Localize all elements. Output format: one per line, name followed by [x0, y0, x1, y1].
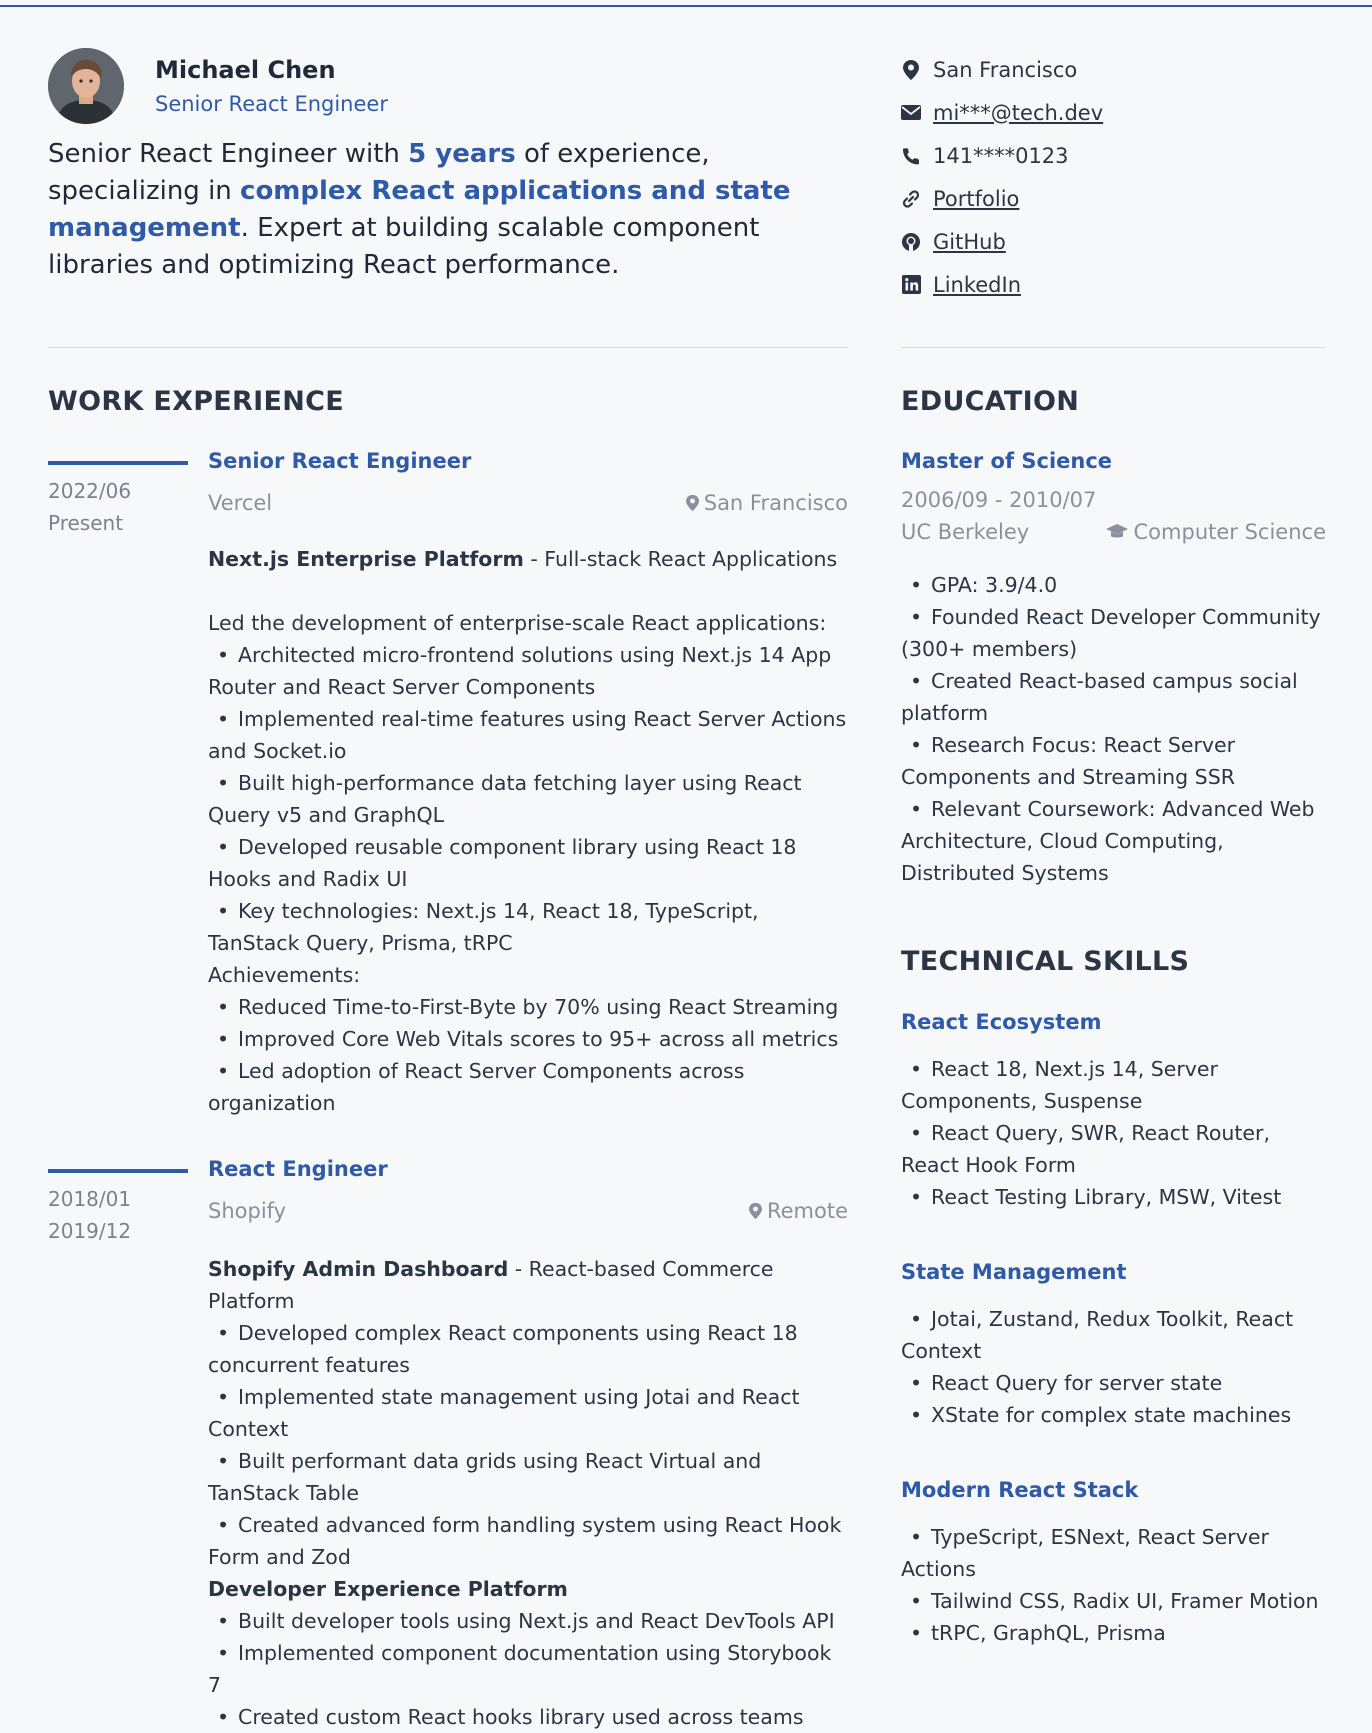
list-item: • Created custom React hooks library used across teams [208, 1701, 848, 1733]
candidate-name: Michael Chen [155, 56, 336, 84]
divider [901, 347, 1326, 348]
degree-title: Master of Science [901, 449, 1113, 473]
link-icon [901, 189, 921, 209]
list-item: • XState for complex state machines [901, 1399, 1326, 1431]
list-item: • Architected micro-frontend solutions using Next.js 14 App Router and React Server Components [208, 639, 848, 703]
list-item: • Built performant data grids using React Virtual and TanStack Table [208, 1445, 848, 1509]
list-item: • Implemented component documentation using Storybook 7 [208, 1637, 848, 1701]
list-item: • Relevant Coursework: Advanced Web Architecture, Cloud Computing, Distributed Systems [901, 793, 1326, 889]
list-item: • React Query, SWR, React Router, React Hook Form [901, 1117, 1326, 1181]
list-item: • GPA: 3.9/4.0 [901, 569, 1326, 601]
map-pin-icon [686, 494, 699, 512]
contact-info [901, 48, 1321, 306]
list-item: • Led adoption of React Server Components across organization [208, 1055, 848, 1119]
contact-github[interactable] [901, 220, 1321, 263]
section-title-technical-skills: TECHNICAL SKILLS [901, 946, 1190, 977]
skill-group-react-ecosystem [901, 1010, 1326, 1213]
graduation-cap-icon [1106, 524, 1128, 540]
job-location [686, 491, 848, 515]
job-company: Shopify [208, 1199, 287, 1223]
job-title: React Engineer [208, 1157, 388, 1181]
list-item: • Tailwind CSS, Radix UI, Framer Motion [901, 1585, 1326, 1617]
divider [48, 347, 848, 348]
list-item: • Implemented real-time features using React Server Actions and Socket.io [208, 703, 848, 767]
project-name: Shopify Admin Dashboard [208, 1257, 509, 1281]
job-start-date: 2022/06 [48, 479, 132, 503]
summary-text: of experience, specializing in [48, 139, 710, 206]
major-text: Computer Science [1133, 520, 1326, 544]
contact-linkedin[interactable] [901, 263, 1321, 306]
github-icon [901, 232, 921, 252]
list-item: • Built developer tools using Next.js and React DevTools API [208, 1605, 848, 1637]
email-link[interactable]: mi***@tech.dev [933, 100, 1104, 125]
job-title: Senior React Engineer [208, 449, 472, 473]
list-item: • Jotai, Zustand, Redux Toolkit, React Context [901, 1303, 1326, 1367]
project-line [208, 543, 848, 575]
phone-icon [901, 146, 921, 166]
education-major [1106, 516, 1326, 548]
achievements-label: Achievements: [208, 963, 361, 987]
linkedin-icon [901, 275, 921, 295]
timeline-marker [48, 1169, 188, 1173]
list-item: • Developed reusable component library using React 18 Hooks and Radix UI [208, 831, 848, 895]
section-title-education: EDUCATION [901, 386, 1080, 417]
skill-list [901, 1521, 1326, 1649]
school-name: UC Berkeley [901, 520, 1030, 544]
project-name: Next.js Enterprise Platform [208, 547, 524, 571]
project-name: Developer Experience Platform [208, 1577, 568, 1601]
contact-email[interactable] [901, 91, 1321, 134]
list-item: • Key technologies: Next.js 14, React 18, TypeScript, TanStack Query, Prisma, tRPC [208, 895, 848, 959]
skill-list [901, 1053, 1326, 1213]
education-dates: 2006/09 - 2010/07 [901, 488, 1097, 512]
job-intro: Led the development of enterprise-scale React applications: [208, 611, 827, 635]
project-line [208, 1253, 848, 1317]
avatar [48, 48, 124, 124]
list-item: • Implemented state management using Jotai and React Context [208, 1381, 848, 1445]
list-item: • Built high-performance data fetching layer using React Query v5 and GraphQL [208, 767, 848, 831]
avatar-portrait-icon [48, 48, 124, 124]
job-end-date: Present [48, 511, 124, 535]
list-item: • Created React-based campus social platform [901, 665, 1326, 729]
skill-group-modern-react-stack [901, 1478, 1326, 1649]
skill-category: React Ecosystem [901, 1010, 1102, 1034]
map-pin-icon [901, 60, 921, 80]
job-location-text: Remote [766, 1199, 848, 1223]
education-list [901, 569, 1326, 889]
job-location [749, 1199, 848, 1223]
summary-highlight-years: 5 years [408, 139, 516, 169]
summary-text: Senior React Engineer with [48, 139, 409, 169]
list-item: • Founded React Developer Community (300+ members) [901, 601, 1326, 665]
list-item: • React 18, Next.js 14, Server Components, Suspense [901, 1053, 1326, 1117]
summary-text: . Expert at building scalable component libraries and optimizing React performance. [48, 213, 760, 280]
linkedin-link[interactable]: LinkedIn [933, 272, 1022, 297]
job-end-date: 2019/12 [48, 1219, 132, 1243]
job-company: Vercel [208, 491, 273, 515]
list-item: • Improved Core Web Vitals scores to 95+ across all metrics [208, 1023, 848, 1055]
job-dates [48, 1183, 131, 1247]
section-title-work-experience: WORK EXPERIENCE [48, 386, 344, 417]
project-description: - React-based Commerce Platform [208, 1257, 774, 1313]
project-description: - Full-stack React Applications [523, 547, 838, 571]
list-item: • Developed complex React components using React 18 concurrent features [208, 1317, 848, 1381]
portfolio-link[interactable]: Portfolio [933, 186, 1020, 211]
list-item: • Research Focus: React Server Components and Streaming SSR [901, 729, 1326, 793]
job-location-text: San Francisco [703, 491, 848, 515]
skill-category: Modern React Stack [901, 1478, 1139, 1502]
candidate-role: Senior React Engineer [155, 92, 388, 116]
location-text: San Francisco [933, 57, 1078, 82]
education-entry [901, 449, 1326, 889]
contact-portfolio[interactable] [901, 177, 1321, 220]
github-link[interactable]: GitHub [933, 229, 1006, 254]
list-item: • Reduced Time-to-First-Byte by 70% using React Streaming [208, 991, 848, 1023]
list-item: • Created advanced form handling system using React Hook Form and Zod [208, 1509, 848, 1573]
skill-list [901, 1303, 1326, 1431]
list-item: • tRPC, GraphQL, Prisma [901, 1617, 1326, 1649]
list-item: • TypeScript, ESNext, React Server Actions [901, 1521, 1326, 1585]
resume-page [48, 0, 1328, 1729]
education-school-row [901, 516, 1326, 548]
map-pin-icon [749, 1202, 762, 1220]
professional-summary [48, 136, 808, 284]
summary-highlight-focus: complex React applications and state management [48, 176, 791, 243]
job-description [208, 1253, 848, 1733]
contact-location [901, 48, 1321, 91]
project-line [208, 1573, 848, 1605]
timeline-marker [48, 461, 188, 465]
contact-phone [901, 134, 1321, 177]
list-item: • React Testing Library, MSW, Vitest [901, 1181, 1326, 1213]
skill-category: State Management [901, 1260, 1127, 1284]
skill-group-state-management [901, 1260, 1326, 1431]
envelope-icon [901, 103, 921, 123]
phone-text: 141****0123 [933, 143, 1069, 168]
job-start-date: 2018/01 [48, 1187, 132, 1211]
job-dates [48, 475, 131, 539]
list-item: • React Query for server state [901, 1367, 1326, 1399]
job-description [208, 543, 848, 1119]
